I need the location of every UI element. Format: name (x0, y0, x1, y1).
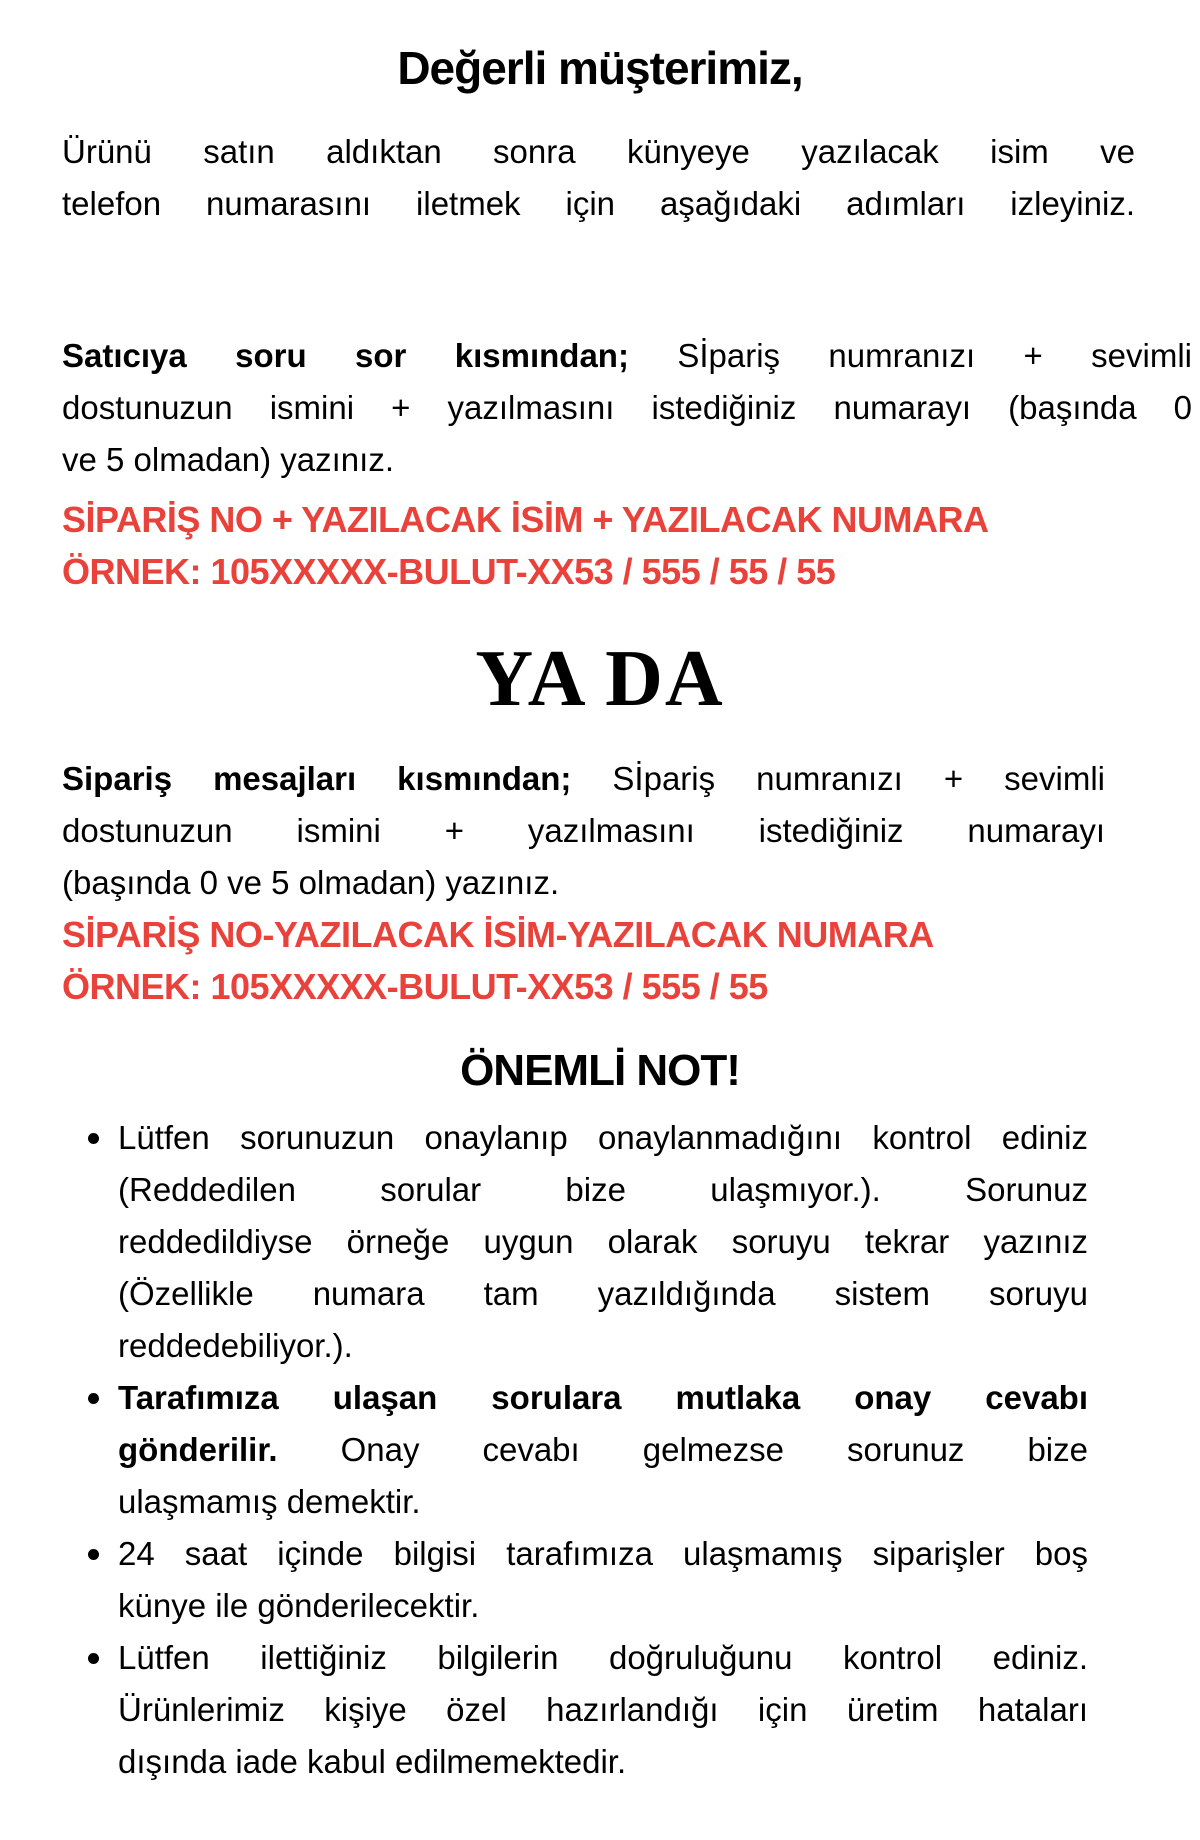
text-segment: Ürünlerimiz kişiye özel hazırlandığı için üretim hataları (118, 1691, 1088, 1728)
text-segment: ulaşmamış demektir. (118, 1483, 421, 1520)
text-line (62, 330, 1192, 382)
text-line (118, 1372, 1088, 1424)
bullet-dot-icon (88, 1393, 99, 1404)
greeting-title: Değerli müşterimiz, (397, 42, 803, 94)
important-note-list (0, 1112, 1200, 1788)
important-note-heading: ÖNEMLİ NOT! (460, 1046, 740, 1095)
text-line (62, 178, 1135, 230)
text-line (62, 382, 1192, 434)
text-segment: 24 saat içinde bilgisi tarafımıza ulaşmamış siparişler boş (118, 1535, 1088, 1572)
text-line (118, 1580, 1088, 1632)
or-separator: YA DA (475, 635, 725, 723)
customer-notice-document (0, 40, 1200, 1840)
text-segment: (Özellikle numara tam yazıldığında sistem soruyu (118, 1275, 1088, 1312)
bullet-text (118, 1632, 1088, 1788)
text-line (118, 1476, 1088, 1528)
text-segment: Onay cevabı gelmezse sorunuz bize (277, 1431, 1088, 1468)
text-line (118, 1268, 1088, 1320)
text-segment: Lütfen ilettiğiniz bilgilerin doğruluğunu kontrol ediniz. (118, 1639, 1088, 1676)
text-segment: telefon numarasını iletmek için aşağıdaki adımları izleyiniz. (62, 185, 1135, 222)
text-line (118, 1684, 1088, 1736)
list-item (62, 1372, 1088, 1528)
text-line (118, 1320, 1088, 1372)
text-segment: Sİpariş numranızı + sevimli (571, 760, 1105, 797)
method1-format-block (0, 494, 1200, 598)
text-line (62, 126, 1135, 178)
text-segment: Ürünü satın aldıktan sonra künyeye yazılacak isim ve (62, 133, 1135, 170)
text-segment: Lütfen sorunuzun onaylanıp onaylanmadığını kontrol ediniz (118, 1119, 1088, 1156)
method1-example-line: ÖRNEK: 105XXXXX-BULUT-XX53 / 555 / 55 / 55 (62, 551, 836, 592)
text-line (118, 1528, 1088, 1580)
method2-paragraph (0, 753, 1200, 909)
text-line (118, 1424, 1088, 1476)
text-line (118, 1632, 1088, 1684)
method2-format-block (0, 909, 1200, 1013)
bullet-dot-icon (88, 1133, 99, 1144)
bullet-dot-icon (88, 1549, 99, 1560)
method2-example-line: ÖRNEK: 105XXXXX-BULUT-XX53 / 555 / 55 (62, 966, 768, 1007)
text-segment: dostunuzun ismini + yazılmasını istediğiniz numarayı (62, 812, 1105, 849)
text-line (62, 753, 1105, 805)
bullet-dot-icon (88, 1653, 99, 1664)
text-segment: reddedildiyse örneğe uygun olarak soruyu tekrar yazınız (118, 1223, 1088, 1260)
bullet-text (118, 1112, 1088, 1372)
text-segment: ve 5 olmadan) yazınız. (62, 441, 394, 478)
bold-text-segment: Satıcıya soru sor kısmından; (62, 337, 629, 374)
method1-format-line: SİPARİŞ NO + YAZILACAK İSİM + YAZILACAK NUMARA (62, 499, 989, 540)
text-line (118, 1164, 1088, 1216)
list-item (62, 1632, 1088, 1788)
text-segment: (başında 0 ve 5 olmadan) yazınız. (62, 864, 560, 901)
method2-format-line: SİPARİŞ NO-YAZILACAK İSİM-YAZILACAK NUMARA (62, 914, 934, 955)
text-line (62, 857, 1105, 909)
bold-text-segment: gönderilir. (118, 1431, 278, 1468)
text-line (118, 1216, 1088, 1268)
text-line (118, 1736, 1088, 1788)
bold-text-segment: Tarafımıza ulaşan sorulara mutlaka onay cevabı (118, 1379, 1088, 1416)
text-segment: künye ile gönderilecektir. (118, 1587, 480, 1624)
text-line (62, 434, 1192, 486)
text-segment: (Reddedilen sorular bize ulaşmıyor.). Sorunuz (118, 1171, 1088, 1208)
bold-text-segment: Sipariş mesajları kısmından; (62, 760, 572, 797)
text-line (118, 1112, 1088, 1164)
list-item (62, 1112, 1088, 1372)
method1-paragraph (0, 330, 1200, 486)
text-segment: dışında iade kabul edilmemektedir. (118, 1743, 627, 1780)
list-item (62, 1528, 1088, 1632)
text-segment: dostunuzun ismini + yazılmasını istediğiniz numarayı (başında 0 (62, 389, 1192, 426)
text-segment: reddedebiliyor.). (118, 1327, 353, 1364)
bullet-text (118, 1372, 1088, 1528)
intro-paragraph (0, 126, 1200, 230)
text-segment: Sİpariş numranızı + sevimli (628, 337, 1192, 374)
bullet-text (118, 1528, 1088, 1632)
text-line (62, 805, 1105, 857)
